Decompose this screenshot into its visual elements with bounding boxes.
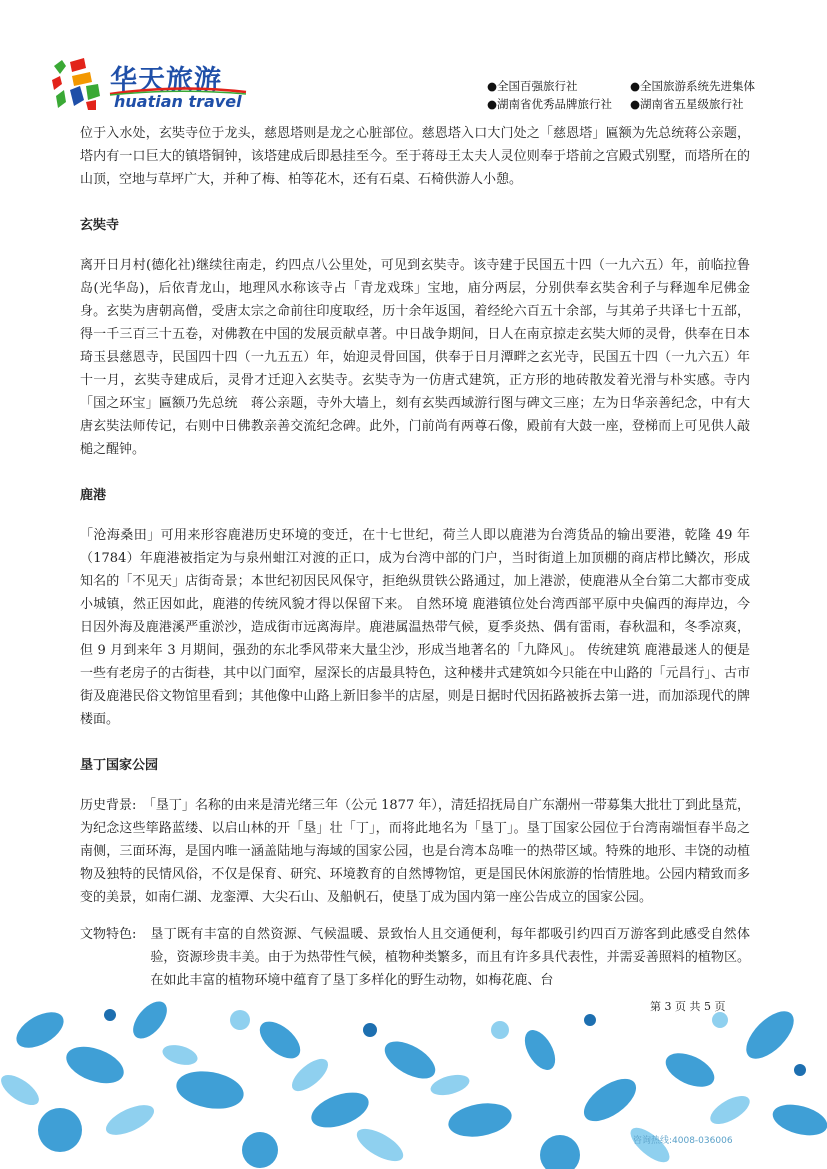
- history-text: 「垦丁」名称的由来是清光绪三年（公元 1877 年），清廷招抚局自广东潮州一带募集大批壮丁到此垦荒，为纪念这些筚路蓝缕、以启山林的开「垦」壮「丁」，而将此地名为「垦丁」。垦丁国家公园位于台湾南端恒春半岛之南侧，三面环海，是国内唯一涵盖陆地与海域的国家公园，也是台湾本岛唯一的热带区域。特殊的地形、丰饶的动植物及独特的民情风俗，不仅是保育、研究、环境教育的自然博物馆，更是国民休闲旅游的怡情胜地。公园内精致而多变的美景，如南仁湖、龙銮潭、大尖石山、及船帆石，使垦丁成为国内第一座公告成立的国家公园。: [80, 798, 750, 905]
- section-title-kenting: 垦丁国家公园: [80, 758, 159, 773]
- hotline-text: 咨询热线:4008-036006: [633, 1136, 733, 1146]
- honor-badge: ●全国旅游系统先进集体: [630, 79, 756, 93]
- honor-badge: ●湖南省五星级旅行社: [630, 97, 744, 111]
- honor-badge: ●全国百强旅行社: [487, 79, 578, 93]
- logo-chinese-name: 华天旅游: [110, 65, 222, 96]
- section-paragraph-lukang: 「沧海桑田」可用来形容鹿港历史环境的变迁，在十七世纪，荷兰人即以鹿港为台湾货品的输出要港，乾隆 49 年（1784）年鹿港被指定为与泉州蚶江对渡的正口，成为台湾中部的门户，当时街道上加顶棚的商店栉比鳞次，形成知名的「不见天」店街奇景；本世纪初因民风保守，拒绝纵贯铁公路通过，加上港淤，使鹿港从全台第二大都市变成小城镇，然正因如此，鹿港的传统风貌才得以保留下来。 自然环境 鹿港镇位处台湾西部平原中央偏西的海岸边，今日因外海及鹿港溪严重淤沙，造成街市远离海岸。鹿港属温热带气候，夏季炎热、偶有雷雨，春秋温和，冬季凉爽，但 9 月到来年 3 月期间，强劲的东北季风带来大量尘沙，形成当地著名的「九降风」。 传统建筑 鹿港最迷人的便是一些有老房子的古街巷，其中以门面窄，屋深长的店最具特色，这种楼井式建筑如今只能在中山路的「元昌行」、古市街及鹿港民俗文物馆里看到；其他像中山路上新旧参半的店屋，则是日据时代因拓路被拆去第一进，而加添现代的牌楼面。: [80, 528, 750, 727]
- logo-mark-icon: [50, 56, 102, 112]
- feature-text: 垦丁既有丰富的自然资源、气候温暖、景致怡人且交通便利，每年都吸引约四百万游客到此感受自然体验，资源珍贵丰美。由于为热带性气候，植物种类繁多，而且有许多具代表性，并需妥善照料的植物区。在如此丰富的植物环境中蕴育了垦丁多样化的野生动物，如梅花鹿、台: [150, 927, 750, 988]
- document-body: [80, 122, 750, 992]
- section-title-xuanzang-temple: 玄奘寺: [80, 218, 120, 233]
- logo-english-name: huatian travel: [114, 92, 242, 111]
- history-label: 历史背景:: [80, 798, 137, 813]
- section-title-lukang: 鹿港: [80, 488, 107, 503]
- page-number: 第 3 页 共 5 页: [650, 1000, 726, 1013]
- intro-paragraph: 位于入水处，玄奘寺位于龙头，慈恩塔则是龙之心脏部位。慈恩塔入口大门处之「慈恩塔」匾额为先总统蒋公亲题，塔内有一口巨大的镇塔铜钟，该塔建成后即悬挂至今。至于蒋母王太夫人灵位则奉于塔前之宫殿式别墅，而塔所在的山顶，空地与草坪广大，并种了梅、柏等花木，还有石桌、石椅供游人小憩。: [80, 126, 750, 187]
- feature-label: 文物特色:: [80, 927, 137, 942]
- kenting-history-paragraph: [80, 794, 750, 909]
- company-logo: [50, 56, 250, 112]
- honor-badge: ●湖南省优秀品牌旅行社: [487, 97, 613, 111]
- section-paragraph-xuanzang-temple: 离开日月村(德化社)继续往南走，约四点八公里处，可见到玄奘寺。该寺建于民国五十四（一九六五）年，前临拉鲁岛(光华岛)，后依青龙山，地理风水称该寺占「青龙戏珠」宝地，庙分两层，分别供奉玄奘舍利子与释迦牟尼佛金身。玄奘为唐朝高僧，受唐太宗之命前往印度取经，历十余年返国，着经纶六百五十余部，与其弟子共译七十五部，得一千三百三十五卷，对佛教在中国的发展贡献卓著。中日战争期间，日人在南京掠走玄奘大师的灵骨，供奉在日本琦玉县慈恩寺，民国四十四（一九五五）年，始迎灵骨回国，供奉于日月潭畔之玄光寺，民国五十四（一九六五）年十一月，玄奘寺建成后，灵骨才迁迎入玄奘寺。玄奘寺为一仿唐式建筑，正方形的地砖散发着光滑与朴实感。寺内「国之环宝」匾额乃先总统 蒋公亲题，寺外大墙上，刻有玄奘西域游行图与碑文三座；左为日华亲善纪念，中有大唐玄奘法师传记，右则中日佛教亲善交流纪念碑。此外，门前尚有两尊石像，殿前有大鼓一座，登梯而上可见供人敲槌之醒钟。: [80, 258, 750, 457]
